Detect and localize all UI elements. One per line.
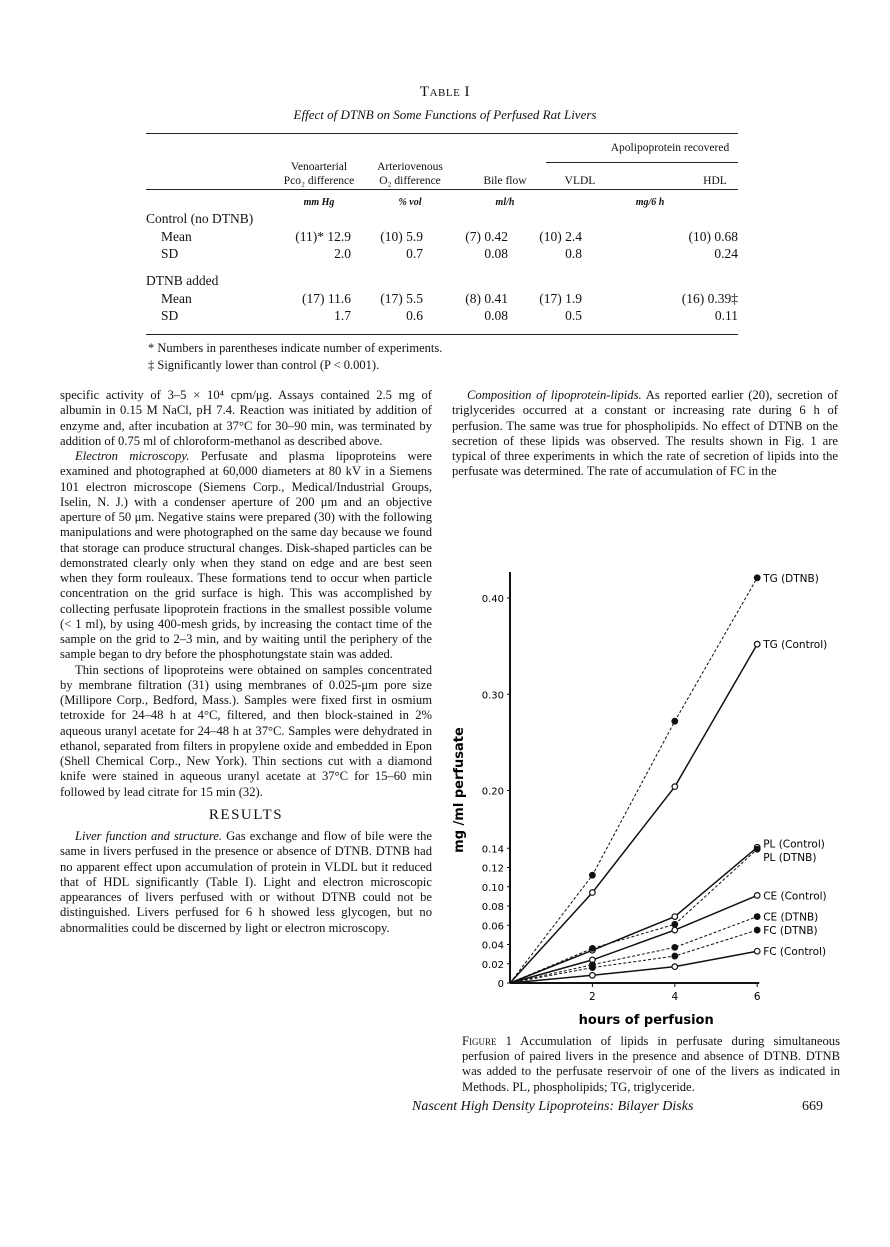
data-point (754, 948, 760, 954)
paragraph-heading: Composition of lipoprotein-lipids. (467, 388, 642, 402)
data-point (672, 784, 678, 790)
y-tick-label: 0.06 (481, 921, 504, 933)
table-cell: 0.08 (484, 308, 508, 323)
table-cell: (17) 5.5 (380, 291, 423, 306)
col-header-line: Pco₂ difference (283, 175, 355, 187)
table-cell: 0.08 (484, 246, 508, 261)
series-line (510, 644, 757, 983)
series-label: PL (Control) (763, 838, 825, 851)
y-tick-label: 0.40 (481, 594, 504, 605)
data-point (672, 945, 678, 951)
table-footnote: ‡ Significantly lower than control (P < 0.001). (148, 358, 380, 372)
table-row-label: Mean (161, 291, 192, 306)
series-line (510, 895, 757, 983)
paragraph-heading: Liver function and structure. (75, 829, 223, 843)
data-point (672, 921, 678, 927)
y-tick-label: 0.08 (481, 902, 504, 913)
series-label: PL (DTNB) (763, 852, 817, 865)
series-label: TG (DTNB) (763, 572, 819, 585)
table-row-label: SD (161, 246, 179, 261)
section-heading-results: RESULTS (208, 806, 284, 823)
data-point (672, 953, 678, 959)
series-label: FC (Control) (763, 946, 827, 959)
table-cell: (7) 0.42 (465, 229, 508, 244)
table-cell: 0.24 (714, 246, 738, 261)
table-cell: (10) 0.68 (688, 229, 738, 244)
col-header-vldl: VLDL (564, 175, 596, 187)
data-point (590, 872, 596, 878)
data-point (590, 890, 596, 896)
y-tick-label: 0 (497, 979, 504, 990)
table-title: Table I (419, 84, 471, 100)
table-cell: 0.5 (565, 308, 582, 323)
caption-text: Accumulation of lipids in perfusate during simultaneous perfusion of paired livers in the presence and absence of DTNB. DTNB was added to the perfusate reservoir of one of the livers as indicated in Methods. PL, phospholipids; TG, triglyceride. (462, 1034, 840, 1094)
table-footnote: * Numbers in parentheses indicate number of experiments. (148, 341, 443, 355)
col-header-bile-flow: Bile flow (483, 175, 527, 187)
paragraph: specific activity of 3–5 × 10⁴ cpm/μg. Assays contained 2.5 mg of albumin in 0.15 M NaCl, pH 7.4. Reaction was initiated by addition of enzyme and, after incubation at 37°C for 30–90 min, was terminated by addition of 0.75 ml of chloroform-methanol as described above. (60, 388, 432, 448)
series-line (510, 849, 757, 983)
y-tick-label: 0.20 (481, 786, 504, 798)
unit-ml-h: ml/h (495, 197, 515, 208)
data-point (672, 914, 678, 920)
paragraph-text: Perfusate and plasma lipoproteins were examined and photographed at 60,000 diameters at 80 kV in a Siemens 101 electron microscope (Siemens Corp., Medical/Industrial Groups, Iselin, N. J.) with a condenser aperture of 200 μm and an objective aperture of 50 μm. Negative stains were prepared (30) with the following manipulations and were photographed on the same day because we found that storage can produce structural changes. Disk-shaped particles can be demonstrated clearly only when they stand on edge and are best seen when they form rouleaux. These formations tend to occur when particle concentration on the grid surface is high. This was accomplished by collecting perfusate lipoprotein fractions in the smallest possible volume (< 1 ml), by using 400-mesh grids, by increasing the contact time of the sample on the grid to 2–3 min, and by waiting until the periphery of the sample began to dry before the phosphotungstate stain was added. (60, 449, 432, 662)
table-group-header: Apolipoprotein recovered (610, 142, 730, 154)
series-line (510, 847, 757, 983)
table-cell: 0.7 (406, 246, 423, 261)
x-tick-label: 4 (671, 991, 679, 1003)
unit-mg-6h: mg/6 h (635, 197, 665, 208)
series-label: FC (DTNB) (763, 925, 818, 938)
paragraph: Thin sections of lipoproteins were obtained on samples concentrated by membrane filtration (31) using membranes of 0.025-μm pore size (Millipore Corp., Bedford, Mass.). Samples were fixed first in osmium tetroxide for 24–48 h at 4°C, filtered, and then block-stained in 2% aqueous uranyl acetate for 24–48 h at 37°C. Samples were dehydrated in ethanol, separated from filters in propylene oxide and embedded in Epon (Shell Chemical Corp., New York). Thin sections cut with a diamond knife were stained in aqueous uranyl acetate at 37°C for 15–60 min followed by lead citrate for 15 min (32). (60, 662, 432, 799)
x-tick-label: 2 (589, 991, 596, 1003)
data-point (754, 914, 760, 920)
table-cell: 0.8 (565, 246, 582, 261)
col-header-line: Arteriovenous (377, 161, 443, 173)
paragraph-heading: Electron microscopy. (75, 449, 190, 463)
data-point (672, 964, 678, 970)
y-tick-label: 0.10 (481, 882, 504, 894)
data-point (590, 946, 596, 952)
series-label: CE (DTNB) (763, 911, 819, 924)
y-tick-label: 0.14 (481, 844, 504, 856)
data-point (672, 927, 678, 933)
table-row-label: SD (161, 308, 179, 323)
y-axis-label: mg /ml perfusate (452, 727, 467, 853)
paragraph-text: As reported earlier (20), secretion of triglycerides occurred at a constant or increasing rate during 6 h of perfusion. The same was true for phospholipids. No effect of DTNB on the secretion of these lipids was observed. The results shown in Fig. 1 are typical of three experiments in which the rate of secretion of lipids into the perfusate was determined. The rate of accumulation of FC in the (452, 388, 838, 479)
page-number: 669 (802, 1099, 823, 1114)
figure-caption (462, 1034, 840, 1095)
unit-vol: % vol (398, 197, 422, 208)
unit-mmhg: mm Hg (303, 197, 335, 208)
x-axis-label: hours of perfusion (578, 1013, 714, 1028)
data-point (754, 846, 760, 852)
y-tick-label: 0.12 (481, 863, 504, 875)
col-header-hdl: HDL (703, 175, 727, 187)
table-subtitle: Effect of DTNB on Some Functions of Perfused Rat Livers (293, 107, 597, 122)
table-cell: (10) 5.9 (380, 229, 423, 244)
y-tick-label: 0.02 (481, 959, 504, 971)
col-header-line: O₂ difference (379, 175, 441, 187)
table-cell: (17) 11.6 (302, 291, 351, 306)
table-cell: (11)* 12.9 (295, 229, 351, 244)
table-row-label: Mean (161, 229, 192, 244)
table-section-label: DTNB added (146, 273, 219, 288)
y-tick-label: 0.04 (481, 940, 504, 952)
data-point (754, 927, 760, 933)
table-cell: 0.6 (406, 308, 423, 323)
table-section-label: Control (no DTNB) (146, 211, 254, 226)
data-point (754, 575, 760, 581)
table-cell: (10) 2.4 (539, 229, 582, 244)
paragraph-text: Gas exchange and flow of bile were the same in livers perfused in the presence or absence of DTNB. DTNB had no apparent effect upon accumulation of protein in VLDL but it reduced that of HDL significantly (Table I). Light and electron microscopic appearances of livers perfused with or without DTNB could not be distinguished. Livers perfused for 6 h showed less glycogen, but no abnormalities could be discerned by light or electron microscopy. (60, 829, 432, 935)
table-cell: (8) 0.41 (465, 291, 508, 306)
table-cell: (17) 1.9 (539, 291, 582, 306)
series-label: CE (Control) (763, 890, 827, 903)
table-cell: (16) 0.39‡ (681, 291, 738, 306)
data-point (754, 893, 760, 899)
x-tick-label: 6 (753, 991, 761, 1003)
col-header-line: Venoarterial (290, 161, 348, 173)
data-point (590, 973, 596, 979)
series-label: TG (Control) (763, 639, 828, 652)
figure-label: Figure 1 (462, 1034, 512, 1048)
table-cell: 2.0 (334, 246, 351, 261)
series-line (510, 578, 757, 983)
table-cell: 0.11 (714, 308, 738, 323)
running-title: Nascent High Density Lipoproteins: Bilayer Disks (412, 1099, 694, 1114)
data-point (672, 718, 678, 724)
table-cell: 1.7 (334, 308, 351, 323)
data-point (754, 641, 760, 647)
data-point (590, 965, 596, 971)
y-tick-label: 0.30 (481, 690, 504, 702)
